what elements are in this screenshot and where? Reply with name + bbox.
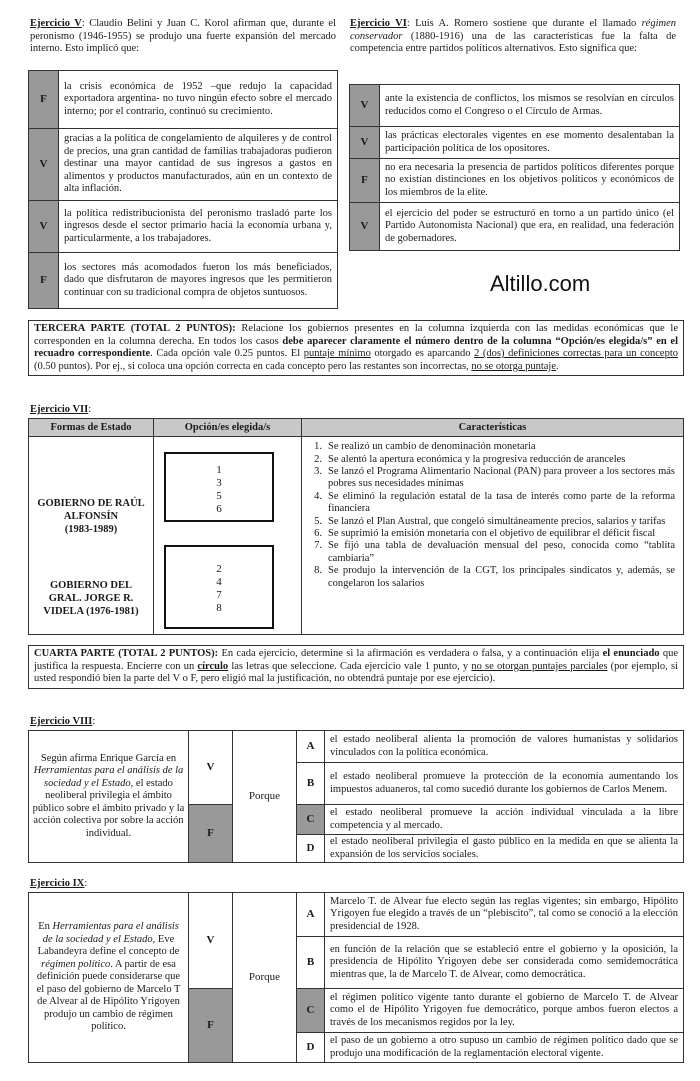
statement: el ejercicio del poder se estructuró en torno a un partido único (el Partido Autonomista Nacional) que era, en realidad, una federación de gobernadores. — [380, 203, 680, 251]
ej8-question: Según afirma Enrique García en Herramientas para el análisis de la sociedad y el Estado, el estado neoliberal privilegia el ámbito público sobre el ámbito privado y la acción colectiva por sobre la acción individual. — [29, 731, 189, 863]
option-letter-a[interactable]: A — [297, 731, 325, 763]
list-item: 2. Se alentó la apertura económica y la progresiva reducción de aranceles — [314, 453, 626, 465]
answer-key: V — [29, 201, 59, 253]
option-letter-c[interactable]: C — [297, 989, 325, 1033]
statement: los sectores más acomodados fueron los más beneficiados, dado que disfrutaron de mayores ingresos que les permitieron continuar con su tradicional compra de objetos suntuosos. — [59, 253, 338, 309]
statement: gracias a la política de congelamiento de alquileres y de control de precios, una gran cantidad de familias trabajadoras pudieron destinar una mayor cantidad de sus ingresos a gastos en alimentos y productos manufacturados, aún en un contexto de alta inflación. — [59, 129, 338, 201]
cuarta-parte-instructions: CUARTA PARTE (TOTAL 2 PUNTOS): En cada ejercicio, determine si la afirmación es verdadera o falsa, y a continuación elija el enunciado que justifica la respuesta. Encierre con un círculo las letras que seleccione. Cada ejercicio vale 1 punto, y no se otorgan puntajes parciales (por ejemplo, si usted respondió bien la parte del V o F, pero eligió mal la justificación, no obtendrá puntaje por ese ejercicio). — [28, 645, 684, 689]
ej9-table — [28, 892, 684, 1063]
ej5-table — [28, 70, 338, 309]
statement: no era necesaria la presencia de partidos políticos diferentes porque no existían distinciones en los objetivos políticos y económicos de los miembros de la elite. — [380, 159, 680, 203]
option-letter-d[interactable]: D — [297, 835, 325, 863]
list-item: 6. Se suprimió la emisión monetaria con el objetivo de equilibrar el déficit fiscal — [314, 527, 656, 539]
statement: la crisis económica de 1952 –que redujo la capacidad exportadora argentina- no tuvo ningún efecto sobre el mercado interno; por el contrario, continuó su crecimiento. — [59, 71, 338, 129]
ej7-body-row — [29, 437, 684, 635]
ej5-intro: Ejercicio V: Claudio Belini y Juan C. Korol afirman que, durante el peronismo (1946-1955) se produjo una fuerte expansión del mercado interno. Esto implicó que: — [30, 18, 336, 55]
ej8-table — [28, 730, 684, 863]
options-box-videla[interactable]: 2 4 7 8 — [164, 545, 274, 629]
ej5-row — [29, 201, 338, 253]
statement: ante la existencia de conflictos, los mismos se resolvían en círculos reducidos como el Congreso o el Círculo de Armas. — [380, 85, 680, 127]
ej6-row — [350, 127, 680, 159]
answer-key: V — [29, 129, 59, 201]
statement: las prácticas electorales vigentes en ese momento desalentaban la participación política de los opositores. — [380, 127, 680, 159]
list-item: 3. Se lanzó el Programa Alimentario Nacional (PAN) para proveer a los sectores más pobres sus necesidades mínimas — [314, 465, 675, 490]
site-logo: Altillo.com — [490, 271, 591, 296]
list-item: 4. Se eliminó la regulación estatal de la tasa de interés como parte de la reforma financiera — [314, 490, 675, 515]
characteristics-list — [308, 441, 675, 590]
ej7-label: Ejercicio VII: — [30, 404, 92, 415]
ej9-label: Ejercicio IX: — [30, 878, 88, 889]
tercera-parte-title: TERCERA PARTE (TOTAL 2 PUNTOS): — [34, 323, 236, 334]
option-text-c: el estado neoliberal promueve la acción individual vinculada a la libre competencia y al mercado. — [325, 805, 684, 835]
option-letter-d[interactable]: D — [297, 1033, 325, 1063]
tercera-parte-instructions: TERCERA PARTE (TOTAL 2 PUNTOS): Relacione los gobiernos presentes en la columna izquierda con las medidas económicas que le corresponden en la columna derecha. En todos los casos debe aparecer claramente el número dentro de la columna “Opción/es elegida/s” en el recuadro correspondiente. Cada opción vale 0.25 puntos. El puntaje mínimo otorgado es aparcando 2 (dos) definiciones correctas para un concepto (0.50 puntos). Por ej., si coloca una opción correcta en cada concepto pero las restantes son incorrectas, no se otorga puntaje. — [28, 320, 684, 376]
ej6-row — [350, 159, 680, 203]
option-text-a: el estado neoliberal alienta la promoción de valores humanistas y solidarios vinculados con la política económica. — [325, 731, 684, 763]
ej5-row — [29, 253, 338, 309]
option-text-b: en función de la relación que se estableció entre el gobierno y la oposición, la presidencia de Hipólito Yrigoyen debe ser considerada como semidemocrática mientras que, la de Marcelo T. de Alvear, como democrática. — [325, 937, 684, 989]
answer-key: F — [29, 71, 59, 129]
option-letter-b[interactable]: B — [297, 937, 325, 989]
gov-alfonsin: GOBIERNO DE RAÚL ALFONSÍN (1983-1989) — [37, 498, 145, 536]
col-header: Formas de Estado — [29, 419, 154, 437]
ej9-question: En Herramientas para el análisis de la sociedad y el Estado, Eve Labandeyra define el concepto de régimen político. A partir de esa definición puede considerarse que el paso del gobierno de Marcelo T de Alvear al de Hipólito Yrigoyen produjo un cambio de régimen político. — [29, 893, 189, 1063]
list-item: 5. Se lanzó el Plan Austral, que congeló simultáneamente precios, salarios y tarifas — [314, 515, 666, 527]
ej6-row — [350, 85, 680, 127]
answer-key: V — [350, 85, 380, 127]
col-header: Opción/es elegida/s — [154, 419, 302, 437]
option-text-b: el estado neoliberal promueve la protección de la economía aumentando los impuestos aduaneros, tal como sucedió durante los gobiernos de Carlos Menem. — [325, 763, 684, 805]
false-option[interactable]: F — [189, 989, 233, 1063]
ej8-label: Ejercicio VIII: — [30, 716, 96, 727]
ej5-row — [29, 71, 338, 129]
statement: la política redistribucionista del peronismo trasladó parte los ingresos desde el sector primario hacia la economía urbana y, particularmente, a los trabajadores. — [59, 201, 338, 253]
option-letter-b[interactable]: B — [297, 763, 325, 805]
answer-key: F — [29, 253, 59, 309]
gov-videla: GOBIERNO DEL GRAL. JORGE R. VIDELA (1976-1981) — [43, 580, 139, 618]
option-text-d: el estado neoliberal privilegia el gasto público en la medida en que se alienta la expansión de los servicios sociales. — [325, 835, 684, 863]
true-option[interactable]: V — [189, 893, 233, 989]
answer-key: V — [350, 203, 380, 251]
porque-label: Porque — [233, 893, 297, 1063]
ej7-header-row — [29, 419, 684, 437]
false-option[interactable]: F — [189, 805, 233, 863]
option-text-d: el paso de un gobierno a otro supuso un cambio de régimen político dado que se produjo una modificación de la reglamentación electoral vigente. — [325, 1033, 684, 1063]
option-text-c: el régimen político vigente tanto durante el gobierno de Marcelo T. de Alvear como el de Hipólito Yrigoyen fue democrático, porque ambos fueron electos a través de los mecanismos regidos por la ley. — [325, 989, 684, 1033]
ej6-row — [350, 203, 680, 251]
option-letter-a[interactable]: A — [297, 893, 325, 937]
ej5-label: Ejercicio V — [30, 18, 82, 29]
ej7-table — [28, 418, 684, 635]
options-box-alfonsin[interactable]: 1 3 5 6 — [164, 452, 274, 522]
list-item: 1. Se realizó un cambio de denominación monetaria — [314, 441, 536, 453]
option-letter-c[interactable]: C — [297, 805, 325, 835]
ej6-label: Ejercicio VI — [350, 18, 407, 29]
true-option[interactable]: V — [189, 731, 233, 805]
ej5-row — [29, 129, 338, 201]
answer-key: F — [350, 159, 380, 203]
ej6-intro: Ejercicio VI: Luis A. Romero sostiene que durante el llamado régimen conservador (1880-1916) una de las características fue la falta de competencia entre partidos políticos alternativos. Esto significa que: — [350, 18, 677, 55]
list-item: 7. Se fijó una tabla de devaluación mensual del peso, conocida como “tablita cambiaria” — [314, 540, 675, 564]
answer-key: V — [350, 127, 380, 159]
porque-label: Porque — [233, 731, 297, 863]
ej6-table — [349, 84, 680, 251]
col-header: Características — [302, 419, 684, 437]
option-text-a: Marcelo T. de Alvear fue electo según las reglas vigentes; sin embargo, Hipólito Yrigoyen fue elegido a través de un “plebiscito”, tal como se conoció a la elección presidencial de 1928. — [325, 893, 684, 937]
cuarta-parte-title: CUARTA PARTE (TOTAL 2 PUNTOS): — [34, 648, 219, 659]
list-item: 8. Se produjo la intervención de la CGT, los principales sindicatos y, además, se congelaron los salarios — [314, 565, 675, 589]
